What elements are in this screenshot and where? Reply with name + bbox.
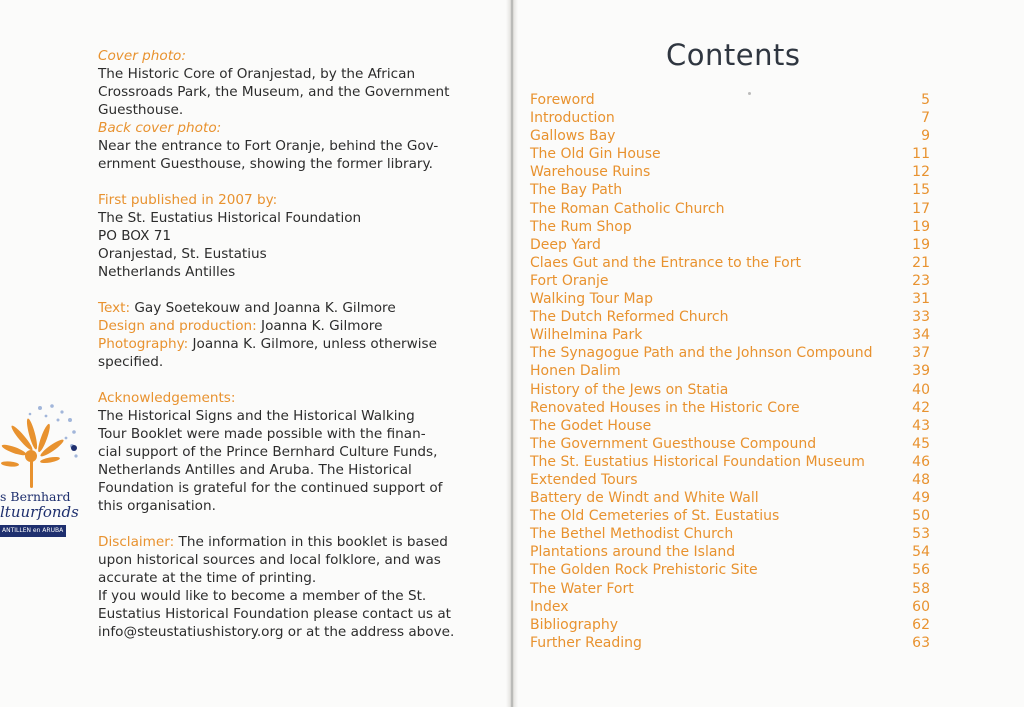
toc-entry-page: 12 [912,164,930,181]
toc-entry-title: Fort Oranje [530,272,609,289]
toc-entry-title: Honen Dalim [530,363,621,380]
disclaimer-line: accurate at the time of printing. [98,570,317,586]
disclaimer-text: The information in this booklet is based [174,534,448,550]
toc-entry-page: 5 [921,92,930,108]
toc-entry [530,127,930,145]
toc-entry-title: The Government Guesthouse Compound [530,435,817,452]
disclaimer-line: upon historical sources and local folklore, and was [98,552,441,568]
acknowledgements-label: Acknowledgements: [98,390,236,406]
toc-entry [530,598,930,616]
toc-entry-page: 9 [921,128,930,145]
toc-entry-page: 56 [912,562,930,579]
toc-entry-page: 19 [912,236,930,253]
colophon [98,47,498,659]
toc-entry [530,344,930,362]
text-credit-label: Text: [98,300,131,316]
logo-line1: s Bernhard [0,489,71,504]
toc-entry-page: 58 [912,580,930,597]
disclaimer-line: Eustatius Historical Foundation please contact us at [98,606,452,622]
toc-entry-page: 50 [912,508,930,525]
acknowledgements-line: this organisation. [98,498,216,514]
logo-line2: ltuurfonds [0,503,79,521]
text-credit-value: Gay Soetekouw and Joanna K. Gilmore [130,300,396,316]
toc-entry [530,181,930,199]
toc-entry-page: 23 [912,272,930,289]
toc-entry-title: The Godet House [530,417,652,434]
toc-entry-title: The Golden Rock Prehistoric Site [530,562,758,579]
toc-entry-page: 43 [912,417,930,434]
acknowledgements-line: Netherlands Antilles and Aruba. The Historical [98,462,412,478]
back-cover-photo-line: Near the entrance to Fort Oranje, behind the Gov- [98,138,439,154]
acknowledgements-line: Foundation is grateful for the continued support of [98,480,443,496]
photo-credit-label: Photography: [98,336,189,352]
toc-entry [530,417,930,435]
toc-entry-page: 31 [912,291,930,308]
acknowledgements-line: Tour Booklet were made possible with the finan- [98,426,426,442]
toc-entry-title: The Dutch Reformed Church [530,309,729,326]
toc-entry-title: Bibliography [530,616,618,633]
toc-entry [530,236,930,254]
table-of-contents [530,91,930,652]
toc-entry-page: 19 [912,218,930,235]
toc-entry-page: 37 [912,345,930,362]
acknowledgements-section [98,389,498,515]
toc-entry-title: Gallows Bay [530,128,616,145]
toc-entry-title: Battery de Windt and White Wall [530,490,759,507]
toc-entry-title: Introduction [530,110,615,127]
toc-entry-page: 33 [912,309,930,326]
cover-photo-line: Guesthouse. [98,102,184,118]
toc-entry-title: Warehouse Ruins [530,164,651,181]
toc-entry-title: Walking Tour Map [530,291,653,308]
book-spine [506,0,518,707]
cover-photo-label: Cover photo: [98,48,186,64]
design-credit-label: Design and production: [98,318,257,334]
toc-entry-title: Plantations around the Island [530,544,736,561]
toc-entry-page: 34 [912,327,930,344]
toc-entry [530,543,930,561]
publisher-line: The St. Eustatius Historical Foundation [98,210,362,226]
disclaimer-first-line [98,533,498,551]
toc-entry [530,200,930,218]
toc-entry-title: Wilhelmina Park [530,327,643,344]
toc-entry-title: The Old Cemeteries of St. Eustatius [530,508,780,525]
toc-entry [530,435,930,453]
toc-entry-page: 54 [912,544,930,561]
toc-entry [530,145,930,163]
back-cover-photo-label: Back cover photo: [98,120,222,136]
back-cover-photo-line: ernment Guesthouse, showing the former library. [98,156,433,172]
toc-entry-title: The Bethel Methodist Church [530,526,734,543]
photo-credit [98,335,498,353]
toc-entry [530,525,930,543]
toc-entry-title: The Synagogue Path and the Johnson Compound [530,345,873,362]
toc-entry-page: 42 [912,399,930,416]
toc-entry [530,381,930,399]
toc-entry-page: 45 [912,435,930,452]
toc-entry-title: The St. Eustatius Historical Foundation Museum [530,453,865,470]
disclaimer-line: info@steustatiushistory.org or at the address above. [98,624,455,640]
contents-title: Contents [666,38,801,72]
toc-entry [530,254,930,272]
logo-band: ANTILLEN en ARUBA [0,525,66,537]
toc-entry [530,634,930,652]
publisher-line: PO BOX 71 [98,228,172,244]
cover-photo-line: Crossroads Park, the Museum, and the Government [98,84,450,100]
toc-entry-page: 60 [912,598,930,615]
toc-entry [530,326,930,344]
toc-entry [530,109,930,127]
toc-entry-page: 48 [912,471,930,488]
toc-entry [530,163,930,181]
toc-entry [530,489,930,507]
toc-entry [530,561,930,579]
toc-entry [530,218,930,236]
toc-entry-page: 49 [912,490,930,507]
toc-entry [530,91,930,109]
toc-entry-page: 62 [912,616,930,633]
toc-entry-page: 63 [912,634,930,651]
toc-entry [530,272,930,290]
toc-entry-page: 39 [912,363,930,380]
toc-entry-page: 53 [912,526,930,543]
photo-credit-value: specified. [98,354,164,370]
toc-entry-title: Renovated Houses in the Historic Core [530,399,800,416]
toc-entry-title: The Roman Catholic Church [530,200,725,217]
toc-entry-title: Extended Tours [530,471,638,488]
toc-entry-title: Deep Yard [530,236,601,253]
acknowledgements-line: cial support of the Prince Bernhard Culture Funds, [98,444,438,460]
toc-entry-title: The Old Gin House [530,146,661,163]
toc-entry-page: 11 [912,146,930,163]
toc-entry-title: The Rum Shop [530,218,632,235]
toc-entry [530,290,930,308]
disclaimer-label: Disclaimer: [98,534,175,550]
disclaimer-line: If you would like to become a member of the St. [98,588,427,604]
toc-entry-page: 40 [912,381,930,398]
design-credit-value: Joanna K. Gilmore [256,318,383,334]
toc-entry [530,308,930,326]
toc-entry [530,453,930,471]
toc-entry [530,399,930,417]
toc-entry-page: 46 [912,453,930,470]
toc-entry-title: Claes Gut and the Entrance to the Fort [530,254,801,271]
design-credit [98,317,498,335]
toc-entry [530,616,930,634]
toc-entry-title: Foreword [530,92,595,108]
toc-entry [530,362,930,380]
publisher-line: Oranjestad, St. Eustatius [98,246,267,262]
toc-entry-page: 17 [912,200,930,217]
toc-entry [530,471,930,489]
toc-entry-page: 7 [921,110,930,127]
credits-section [98,299,498,371]
toc-entry-title: The Bay Path [530,182,623,199]
cover-photo-line: The Historic Core of Oranjestad, by the African [98,66,416,82]
toc-entry-page: 15 [912,182,930,199]
cover-photo-section [98,47,498,173]
photo-credit-value: Joanna K. Gilmore, unless otherwise [188,336,437,352]
text-credit [98,299,498,317]
toc-entry-title: Further Reading [530,634,642,651]
acknowledgements-line: The Historical Signs and the Historical Walking [98,408,415,424]
first-published-section [98,191,498,281]
toc-entry [530,580,930,598]
toc-entry-title: The Water Fort [530,580,634,597]
toc-entry [530,507,930,525]
toc-entry-page: 21 [912,254,930,271]
toc-entry-title: History of the Jews on Statia [530,381,729,398]
disclaimer-section [98,533,498,641]
publisher-line: Netherlands Antilles [98,264,236,280]
first-published-label: First published in 2007 by: [98,192,278,208]
toc-entry-title: Index [530,598,569,615]
